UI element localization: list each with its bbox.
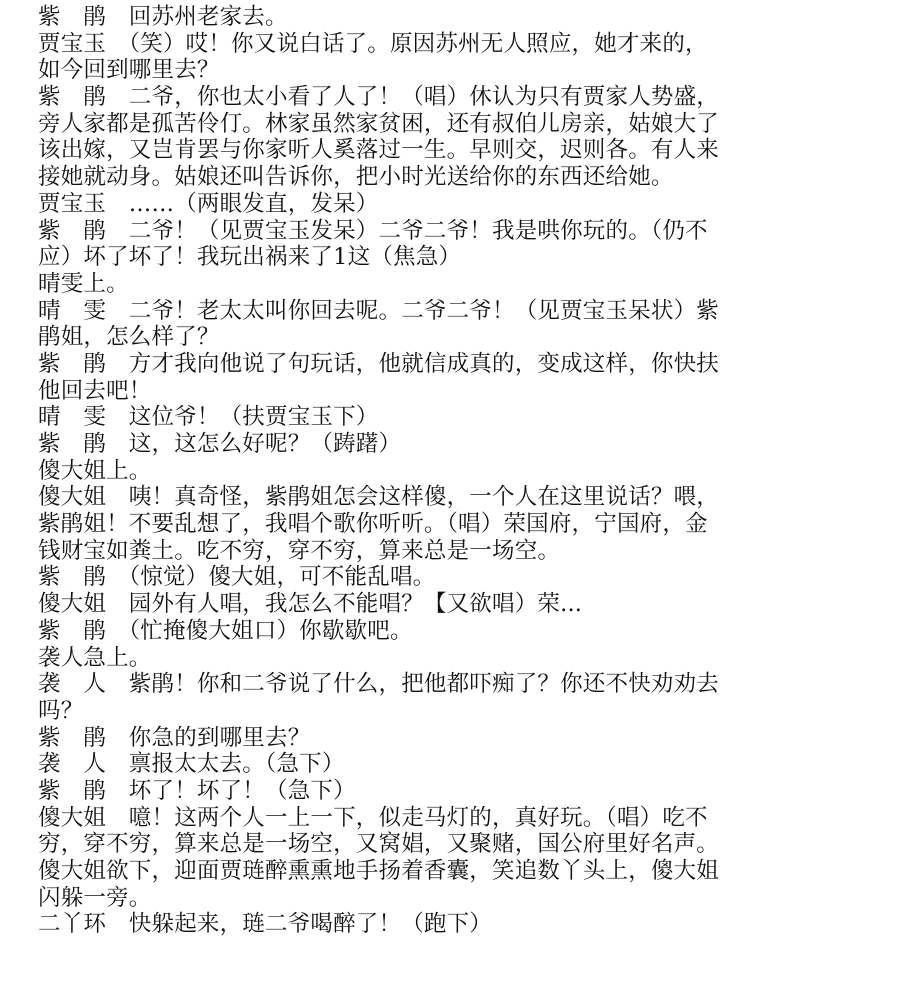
script-line: 紫 鹃 回苏州老家去。 (38, 4, 288, 30)
script-line: 袭 人 禀报太太去。（急下） (38, 751, 345, 778)
script-line: 晴雯上。 (38, 270, 129, 297)
script-line: 晴 雯 二爷！老太太叫你回去呢。二爷二爷！（见贾宝玉呆状）紫 (38, 297, 720, 324)
script-line: 傻大姐 咦！真奇怪，紫鹃姐怎会这样傻，一个人在这里说话？喂， (38, 484, 720, 511)
script-line: 晴 雯 这位爷！（扶贾宝玉下） (38, 404, 379, 431)
script-line: 钱财宝如粪土。吃不穷，穿不穷，算来总是一场空。 (38, 537, 561, 564)
script-line: 袭人急上。 (38, 644, 152, 671)
script-line: 鹃姐，怎么样了？ (38, 324, 220, 351)
script-line: 傻大姐上。 (38, 457, 152, 484)
script-line: 贾宝玉 （笑）哎！你又说白话了。原因苏州无人照应，她才来的， (38, 30, 708, 57)
script-line: 紫 鹃 （忙掩傻大姐口）你歇歇吧。 (38, 617, 413, 644)
script-line: 旁人家都是孤苦伶仃。林家虽然家贫困，还有叔伯儿房亲，姑娘大了 (38, 110, 720, 137)
script-line: 贾宝玉 ……（两眼发直，发呆） (38, 190, 379, 217)
script-line: 该出嫁，又岂肯罢与你家听人奚落过一生。早则交，迟则各。有人来 (38, 137, 720, 164)
script-line: 闪躲一旁。 (38, 884, 152, 911)
script-line: 吗？ (38, 697, 84, 724)
script-line: 如今回到哪里去？ (38, 57, 220, 84)
script-line: 傻大姐 园外有人唱，我怎么不能唱？【又欲唱）荣... (38, 591, 583, 618)
script-line: 紫 鹃 方才我向他说了句玩话，他就信成真的，变成这样，你快扶 (38, 350, 720, 377)
script-line: 紫 鹃 这，这怎么好呢？（踌躇） (38, 431, 402, 457)
script-line: 紫 鹃 坏了！坏了！（急下） (38, 777, 356, 804)
script-line: 紫 鹃 二爷！（见贾宝玉发呆）二爷二爷！我是哄你玩的。（仍不 (38, 217, 708, 244)
script-line: 紫 鹃 二爷，你也太小看了人了！（唱）休认为只有贾家人势盛， (38, 84, 720, 111)
script-line: 紫 鹃 （惊觉）傻大姐，可不能乱唱。 (38, 564, 436, 591)
script-line: 二丫环 快躲起来，琏二爷喝醉了！（跑下） (38, 911, 493, 938)
script-line: 紫鹃姐！不要乱想了，我唱个歌你听听。（唱）荣国府，宁国府，金 (38, 511, 708, 538)
script-line: 他回去吧！ (38, 377, 152, 404)
script-line: 接她就动身。姑娘还叫告诉你，把小时光送给你的东西还给她。 (38, 164, 674, 191)
script-page (38, 4, 878, 938)
script-line: 紫 鹃 你急的到哪里去？ (38, 724, 311, 751)
script-line: 傻大姐欲下，迎面贾琏醉熏熏地手扬着香囊，笑追数丫头上，傻大姐 (38, 858, 720, 884)
script-line: 穷，穿不穷，算来总是一场空，又窝娼，又聚赌，国公府里好名声。 (38, 831, 720, 858)
script-line: 傻大姐 噫！这两个人一上一下，似走马灯的，真好玩。（唱）吃不 (38, 804, 708, 831)
script-line: 应）坏了坏了！我玩出祸来了1这（焦急） (38, 244, 462, 271)
script-line: 袭 人 紫鹃！你和二爷说了什么，把他都吓痴了？你还不快劝劝去 (38, 671, 720, 698)
